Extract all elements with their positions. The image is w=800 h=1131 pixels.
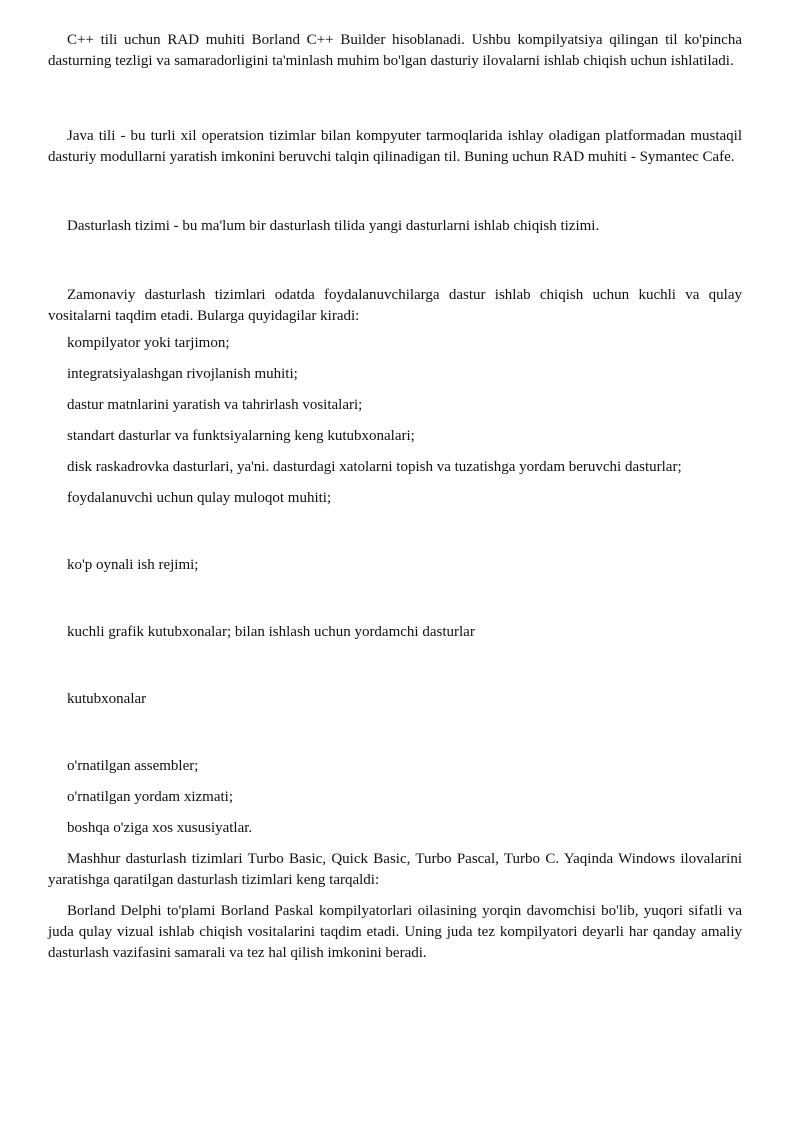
list-item: dastur matnlarini yaratish va tahrirlash vositalari; (67, 397, 363, 413)
list-item: integratsiyalashgan rivojlanish muhiti; (67, 366, 298, 382)
list-item: boshqa o'ziga xos xususiyatlar. (67, 820, 253, 836)
paragraph-programming-system: Dasturlash tizimi - bu ma'lum bir dasturlash tilida yangi dasturlarni ishlab chiqish tizimi. (67, 218, 600, 234)
list-item: kompilyator yoki tarjimon; (67, 335, 230, 351)
paragraph-borland-delphi: Borland Delphi to'plami Borland Paskal kompilyatorlari oilasining yorqin davomchisi bo'lib, yuqori sifatli va juda qulay vizual ishlab chiqish vositalarini taqdim etadi. Uning juda tez kompilyatori deyarli har qanday amaliy dasturlash vazifasini samarali va tez hal qilish imkonini beradi. (48, 903, 742, 961)
list-item: disk raskadrovka dasturlari, ya'ni. dasturdagi xatolarni topish va tuzatishga yordam beruvchi dasturlar; (67, 459, 682, 475)
paragraph-modern-systems: Zamonaviy dasturlash tizimlari odatda foydalanuvchilarga dastur ishlab chiqish uchun kuchli va qulay vositalarni taqdim etadi. Bularga quyidagilar kiradi: (48, 287, 742, 324)
paragraph-popular-systems: Mashhur dasturlash tizimlari Turbo Basic, Quick Basic, Turbo Pascal, Turbo C. Yaqinda Windows ilovalarini yaratishga qaratilgan dasturlash tizimlari keng tarqaldi: (48, 851, 742, 888)
list-item: o'rnatilgan yordam xizmati; (67, 789, 233, 805)
paragraph-cpp-builder: C++ tili uchun RAD muhiti Borland C++ Builder hisoblanadi. Ushbu kompilyatsiya qilingan til ko'pincha dasturning tezligi va samaradorligini ta'minlash muhim bo'lgan dasturiy ilovalarni ishlab chiqish uchun ishlatiladi. (48, 32, 742, 69)
list-item: foydalanuvchi uchun qulay muloqot muhiti; (67, 490, 332, 506)
list-item: o'rnatilgan assembler; (67, 758, 199, 774)
list-item: ko'p oynali ish rejimi; (67, 557, 199, 573)
feature-list (48, 333, 742, 839)
paragraph-java: Java tili - bu turli xil operatsion tizimlar bilan kompyuter tarmoqlarida ishlay oladigan platformadan mustaqil dasturiy modullarni yaratish imkonini beruvchi talqin qilinadigan til. Buning uchun RAD muhiti - Symantec Cafe. (48, 128, 742, 165)
list-item: kuchli grafik kutubxonalar; bilan ishlash uchun yordamchi dasturlar (67, 624, 475, 640)
document-page (48, 30, 742, 964)
list-item: standart dasturlar va funktsiyalarning keng kutubxonalari; (67, 428, 415, 444)
list-item: kutubxonalar (67, 691, 147, 707)
